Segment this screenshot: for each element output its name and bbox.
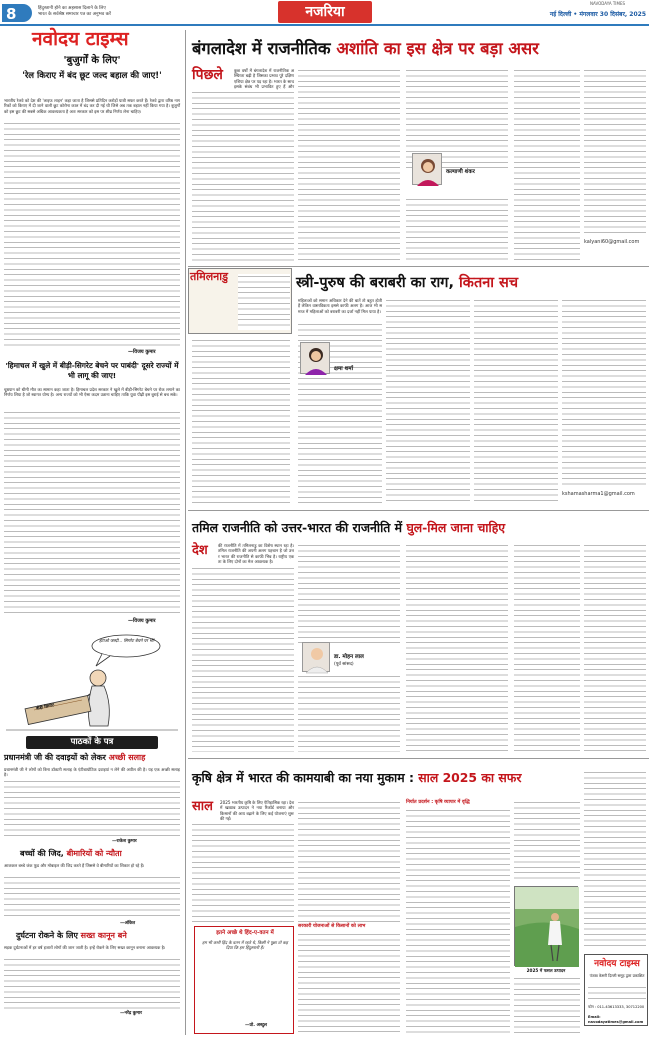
imprint-lines [588,985,646,1003]
article4-dropcap: साल [192,799,213,814]
article1-author: कल्याणी शंकर [446,169,475,175]
article1-text: कुछ वर्षों में बंगलादेश में राजनीतिक अस्थिरता बढ़ी है जिसका प्रभाव पूरे दक्षिण एशिया क्षेत्र पर पड़ रहा है। भारत के साथ इसके संबंध भी प्रभावित हुए हैं और [234,68,294,90]
article3-author-photo [302,642,330,672]
letter2-signature: —अंकित [120,921,136,926]
edit1-body-lines [4,121,180,347]
article4-poem-box [194,926,294,1034]
article4-headline: कृषि क्षेत्र में भारत की कामयाबी का नया मुकाम : साल 2025 का सफर [192,770,522,785]
farm-field-image [515,887,579,967]
cartoon-label: बीड़ी सिगरेट [35,702,55,711]
left-column-divider [185,30,186,1035]
article1-col3-lower [406,197,508,262]
article3-col2 [298,543,400,643]
letter2-title: बच्चों की जिद, बीमारियों को न्यौता [20,849,122,858]
article-tamil-politics [188,512,649,757]
edit2-signature: —विजय कुमार [128,618,156,624]
article2-badge: तमिलनाडु [190,270,228,283]
article3-author-note: (पूर्व सांसद) [334,662,354,667]
edit1-signature: —विजय कुमार [128,349,156,355]
author-portrait-icon [413,154,443,186]
article3-col2-lower [298,674,400,752]
article2-email: kshamasharma1@gmail.com [562,491,635,497]
letter1-title: प्रधानमंत्री जी की दवाइयों को लेकर अच्छी सलाह [4,753,146,762]
article4-text: 2025 भारतीय कृषि के लिए ऐतिहासिक रहा। देश में खाद्यान्न उत्पादन ने नया रिकॉर्ड बनाया और किसानों की आय बढ़ाने के लिए कई योजनाएं शुरू की गईं। [220,800,295,822]
poem-title: इतने अच्छे थे हिंद-ए-वतन में [216,930,274,936]
article3-col1 [192,566,294,752]
article3-dropcap: देश [192,543,208,558]
poem-text: हम भी कभी हिंद के वतन में रहते थे, किसी ने पूछा तो कह दिया कि हम हिंदुस्तानी हैं। [202,940,288,951]
article4-col4-lower [514,976,580,1034]
article1-dropcap: पिछले [192,67,223,83]
article3-headline: तमिल राजनीति को उत्तर-भारत की राजनीति में घुल-मिल जाना चाहिए [192,520,506,535]
article4-col2 [298,800,400,922]
article2-author-photo [300,342,330,374]
letter3-text: सड़क दुर्घटनाओं में हर वर्ष हजारों लोगों की जान जाती है। इन्हें रोकने के लिए सख्त कानून बनाना आवश्यक है। [4,945,166,950]
letter3-signature: —नरेंद्र कुमार [120,1011,142,1016]
rule-after-article2 [188,510,649,511]
letter1-text: प्रधानमंत्री जी ने लोगों को बिना डॉक्टरी सलाह के एंटीबायोटिक दवाइयां न लेने की अपील की है। यह एक अच्छी सलाह है। [4,767,180,778]
imprint-address: पंजाब केसरी दिल्ली समूह द्वारा प्रकाशित [589,973,645,978]
article1-col2 [298,68,400,262]
article2-badge-text [238,274,290,330]
article4-col3 [406,808,510,1034]
letter2-text: आजकल बच्चे जंक फूड और मोबाइल की जिद करते हैं जिससे वे बीमारियों का शिकार हो रहे हैं। [4,863,145,868]
left-column [0,27,184,1043]
page-number: 8 [6,5,17,23]
article4-photo-caption: 2025 में फसल उत्पादन [526,968,566,973]
article-agriculture-2025 [188,760,649,1043]
article1-headline: बंगलादेश में राजनीतिक अशांति का इस क्षेत्र पर बड़ा असर [192,39,539,58]
article-gender-equality [188,268,649,508]
author-portrait-icon [301,343,331,375]
masthead-tagline: हिंदुस्तानी होने का अहसास दिलाने के लिए भारत के सर्वश्रेष्ठ समाचार पत्र का अनुभव करें [38,6,111,17]
article2-headline: स्त्री-पुरुष की बराबरी का राग, कितना सच [296,275,519,291]
left-brand: नवोदय टाइम्स [32,28,129,50]
author-portrait-icon [303,643,331,673]
article3-author: डा. मोहन लाल [334,654,364,660]
article2-col3 [386,298,470,504]
article2-author: क्षमा शर्मा [334,366,354,372]
article3-col3 [406,543,508,752]
article1-col1 [192,90,294,262]
article1-col5 [584,68,646,236]
section-title: नजरिया [305,4,345,20]
article4-subhead2: सरकारी योजनाओं से किसानों को लाभ [298,924,366,929]
masthead [0,0,649,26]
edit2-headline: 'हिमाचल में खुले में बीड़ी-सिगरेट बेचने पर पाबंदी' दूसरे राज्यों में भी लागू की जाए! [5,361,179,380]
imprint-box [584,954,648,1026]
article-bangladesh [188,27,649,265]
article3-text: की राजनीति में तमिलनाडु का विशेष स्थान रहा है। तमिल राजनीति की अपनी अलग पहचान है जो उत्तर भारत की राजनीति से काफी भिन्न है। राष्ट्रीय एकता के लिए दोनों का मेल आवश्यक है। [218,543,294,565]
imprint-email: Email: navodayatimes@gmail.com [588,1015,644,1024]
letter1-lines [4,779,180,837]
edit2-text: धूम्रपान को धीमी मौत का सामान कहा जाता है। हिमाचल प्रदेश सरकार ने खुले में बीड़ी-सिगरेट बेचने पर रोक लगाने का निर्णय लिया है जो स्वागत योग्य है। अन्य राज्यों को भी ऐसा कदम उठाना चाहिए ताकि युवा पीढ़ी इस बुराई से बच सके। [4,387,180,398]
masthead-rule [0,24,649,26]
article2-text: महिलाओं को समान अधिकार देने की बातें तो बहुत होती हैं लेकिन वास्तविकता इससे काफी अलग है। आज भी समाज में महिलाओं को बराबरी का दर्जा नहीं मिल पाया है। [298,298,382,314]
letter3-lines [4,957,180,1009]
article4-col5 [584,770,646,950]
article1-author-photo [412,153,442,185]
poem-signature: —प्रो. अब्दुल [245,1023,267,1028]
article4-farm-photo [514,886,578,966]
letter1-signature: —राकेश कुमार [112,839,137,844]
cartoon-drawing [6,630,178,732]
article4-col4-upper [514,800,580,882]
letters-header: पाठकों के पत्र [70,737,114,747]
article4-col1 [192,822,294,922]
letter3-title: दुर्घटना रोकने के लिए सख्त कानून बने [16,931,127,940]
article1-col4 [514,68,580,262]
imprint-brand: नवोदय टाइम्स [594,959,640,969]
article4-col2-lower [298,932,400,1034]
edit2-body-lines [4,410,180,616]
imprint-phone: फोन : 011-43613333, 30712200 [588,1005,645,1009]
edit1-title: 'बुजुर्गों के लिए' [63,55,121,66]
article4-subhead1: निर्यात प्रदर्शन : कृषि व्यापार में वृद्धि [406,800,470,805]
article1-email: kalyani60@gmail.com [584,239,640,245]
article2-col5 [562,298,646,488]
letter2-lines [4,875,180,919]
rule-after-article3 [188,758,649,759]
edit1-text: भारतीय रेलवे को देश की 'लाइफ लाइन' कहा जाता है जिससे प्रतिदिन करोड़ों यात्री सफर करते हैं। रेलवे द्वारा वरिष्ठ नागरिकों को किराए में दी जाने वाली छूट कोरोना काल में बंद कर दी गई थी जिसे अब तक बहाल नहीं किया गया है। बुजुर्गों को इस छूट की सबसे अधिक आवश्यकता है अतः सरकार को इस पर शीघ्र निर्णय लेना चाहिए। [4,98,180,114]
rule-after-article1 [188,266,649,267]
cartoon-speech: हटाओ जल्दी... सिगरेट बेचने पर भी! [99,638,155,643]
article3-col4 [514,543,580,752]
edit1-headline: 'रेल किराए में बंद छूट जल्द बहाल की जाए!' [22,71,162,81]
cartoon [6,630,178,732]
paper-tag: NAVODAYA TIMES [590,1,626,6]
article2-col1 [192,338,290,504]
article3-col5 [584,543,646,752]
article2-col4 [474,298,558,504]
masthead-dateline: नई दिल्ली • मंगलवार 30 दिसंबर, 2025 [549,11,646,18]
